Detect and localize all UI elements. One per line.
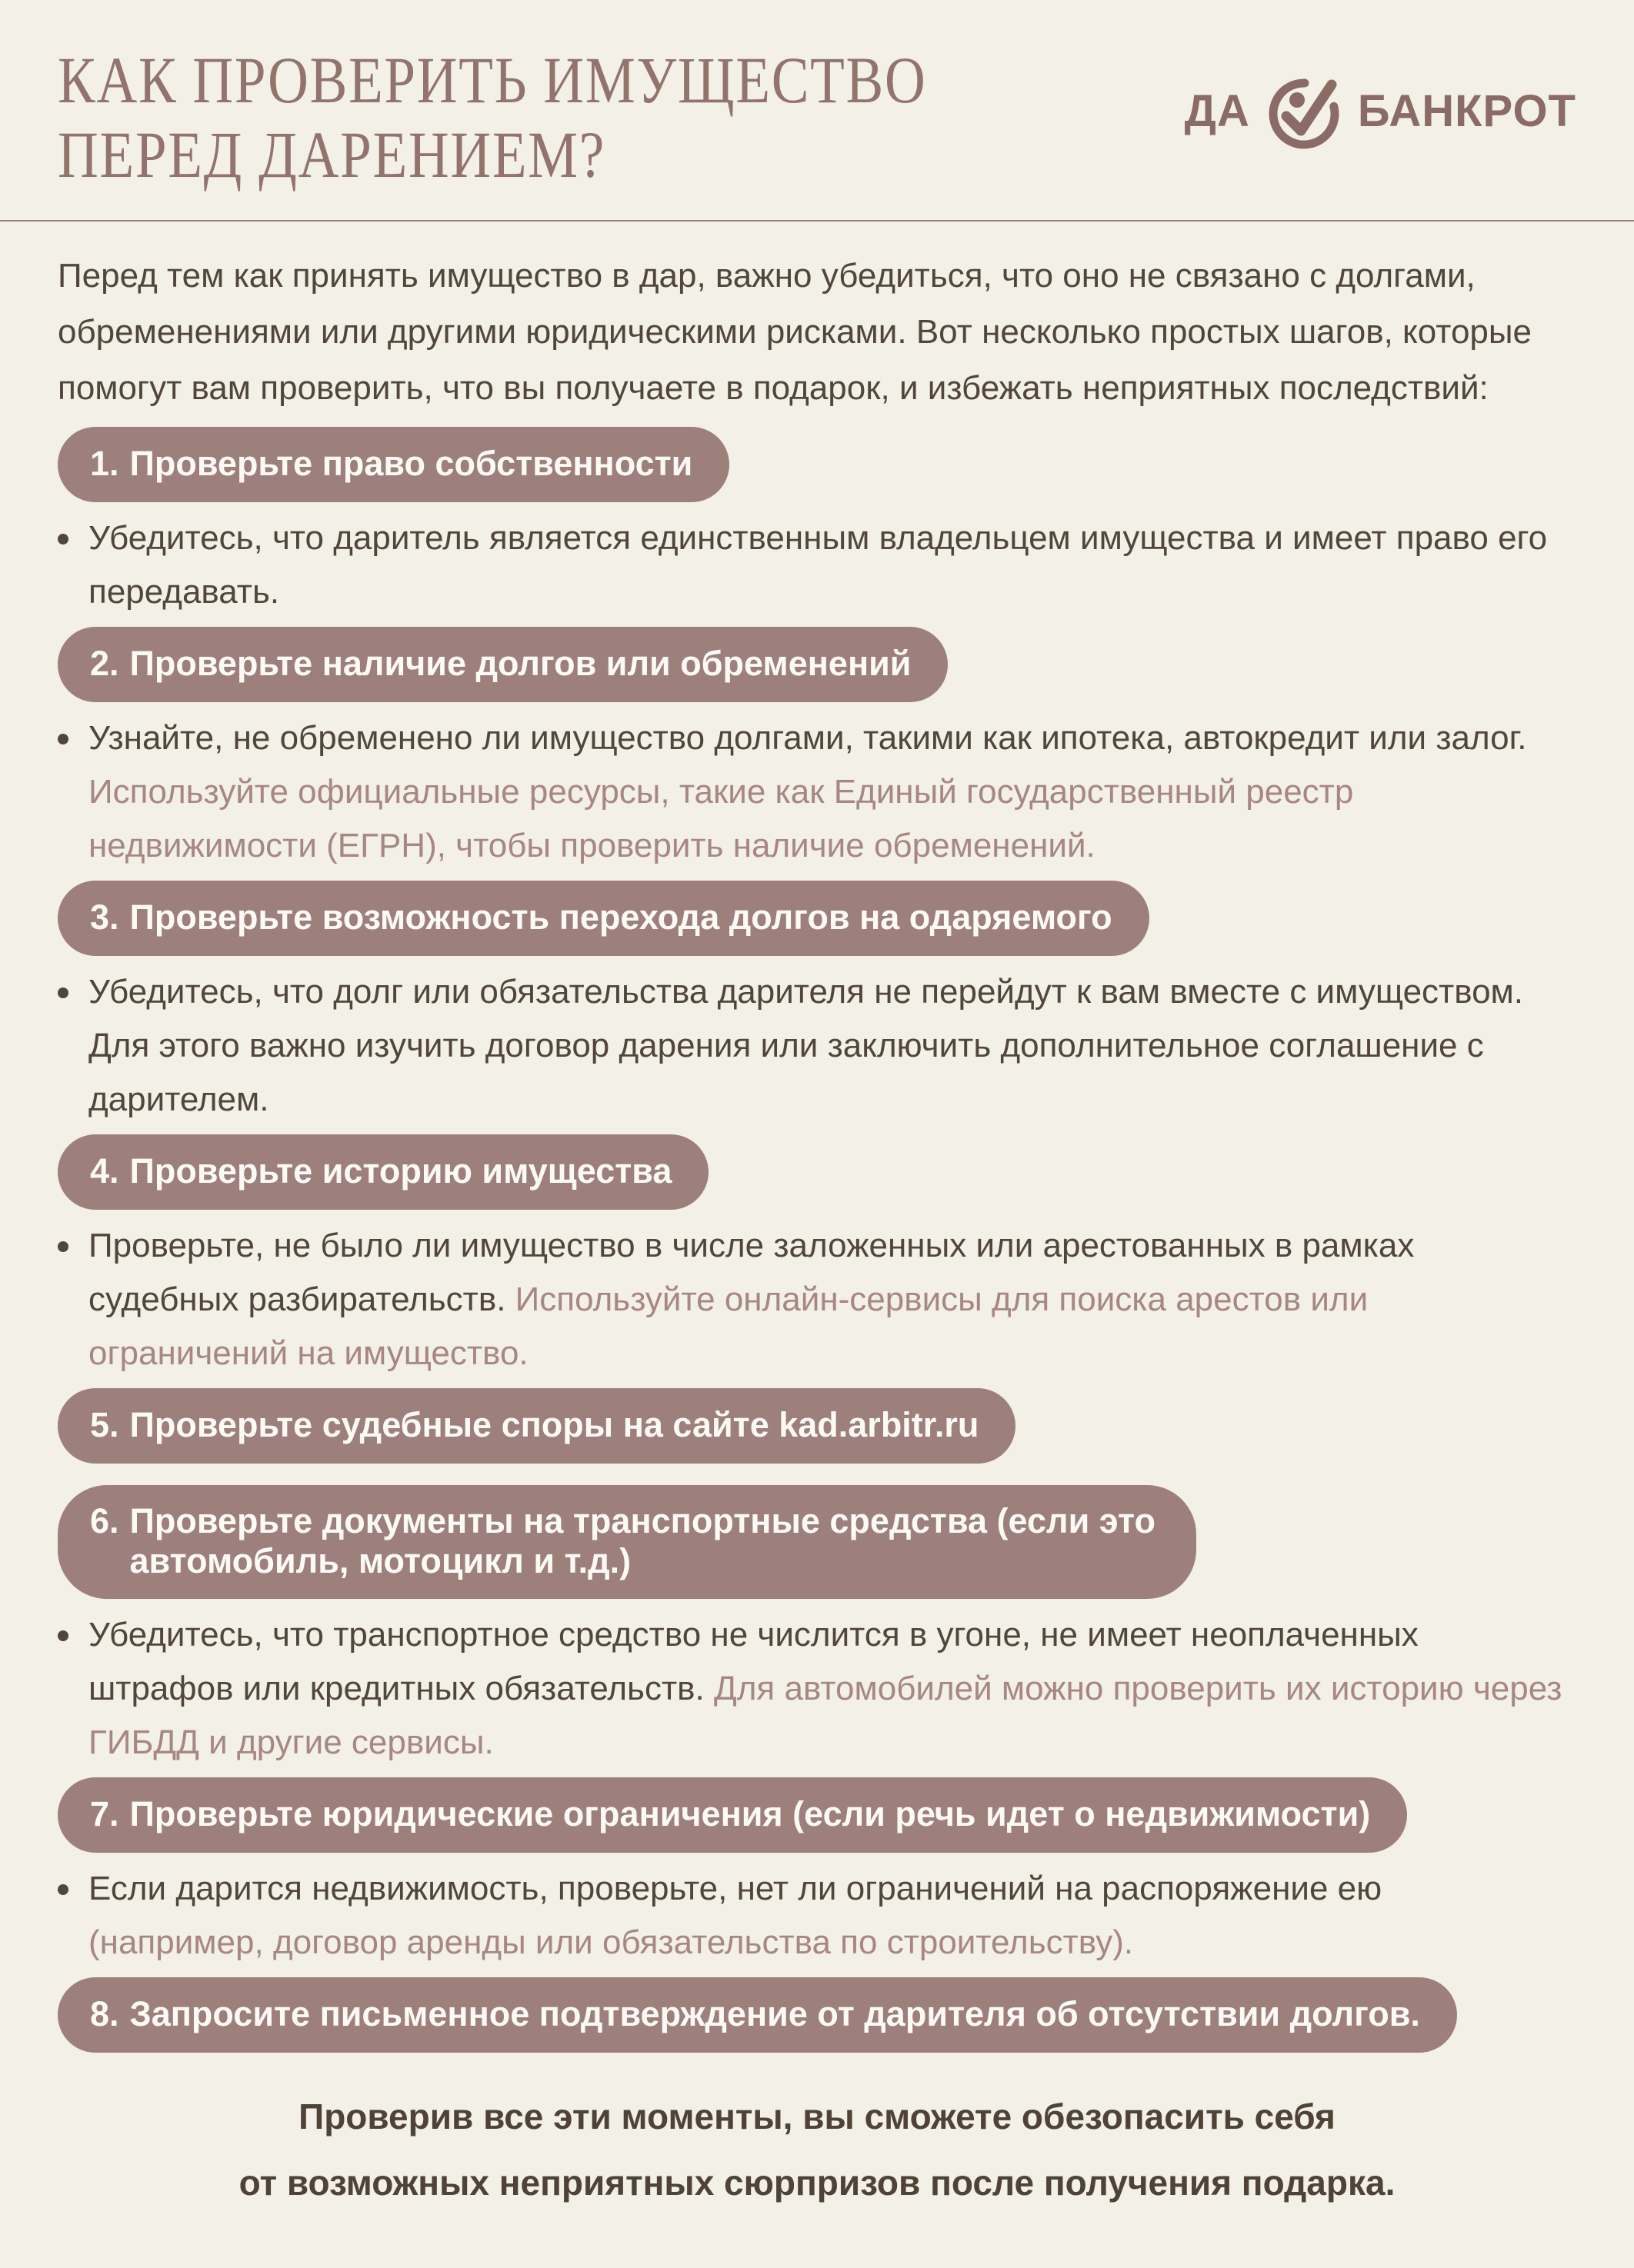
header — [58, 43, 1576, 192]
pill-number: 8. — [90, 1994, 119, 2033]
section-pill — [58, 1777, 1407, 1853]
logo-check-icon — [1266, 72, 1342, 149]
logo-word-bankrot: БАНКРОТ — [1357, 85, 1576, 136]
bullet-list — [58, 1219, 1576, 1380]
section-pill — [58, 1388, 1015, 1464]
bullet-item — [58, 1219, 1566, 1380]
bullet-list — [58, 511, 1576, 619]
bullet-text — [88, 965, 1566, 1127]
bullet-item — [58, 1608, 1566, 1770]
pill-number: 6. — [90, 1501, 119, 1540]
pill-title: Запросите письменное подтверждение от дарителя об отсутствии долгов. — [129, 1994, 1420, 2033]
bullet-text — [88, 511, 1566, 619]
bullet-segment-muted: Для автомобилей можно проверить их историю через ГИБДД и другие сервисы. — [88, 1670, 1562, 1761]
pill-number: 2. — [90, 644, 119, 683]
bullet-segment: Если дарится недвижимость, проверьте, нет ли ограничений на распоряжение ею — [88, 1870, 1382, 1907]
brand-logo — [1185, 72, 1576, 149]
pill-title: Проверьте наличие долгов или обременений — [129, 644, 912, 683]
bullet-text — [88, 1219, 1566, 1380]
logo-word-da: ДА — [1184, 85, 1250, 136]
header-divider — [0, 220, 1634, 221]
pill-number: 7. — [90, 1794, 119, 1833]
section-pill — [58, 1977, 1457, 2053]
bullet-item — [58, 511, 1566, 619]
pill-title: Проверьте право собственности — [129, 444, 693, 483]
footer-line1: Проверив все эти моменты, вы сможете обезопасить себя — [298, 2096, 1336, 2136]
checklist-section — [58, 1977, 1576, 2060]
sections — [58, 427, 1576, 2060]
bullet-dot-icon — [58, 987, 68, 998]
pill-title: Проверьте возможность перехода долгов на одаряемого — [129, 898, 1112, 937]
bullet-segment: Убедитесь, что долг или обязательства дарителя не перейдут к вам вместе с имуществом. Для этого важно изучить договор дарения или заключить дополнительное соглашение с дарителем. — [88, 973, 1524, 1118]
page-title — [58, 43, 1349, 192]
bullet-dot-icon — [58, 534, 68, 545]
section-pill — [58, 1134, 709, 1210]
bullet-segment-muted: Используйте официальные ресурсы, такие как Единый государственный реестр недвижимости (ЕГРН), чтобы проверить наличие обременений. — [88, 773, 1354, 864]
footer-line2: от возможных неприятных сюрпризов после получения подарка. — [238, 2163, 1396, 2203]
bullet-text — [88, 1862, 1566, 1970]
bullet-segment: Убедитесь, что даритель является единственным владельцем имущества и имеет право его передавать. — [88, 519, 1548, 611]
checklist-section — [58, 1388, 1576, 1471]
section-pill — [58, 627, 948, 702]
footer-note — [58, 2083, 1576, 2216]
bullet-list — [58, 1862, 1576, 1970]
intro-paragraph: Перед тем как принять имущество в дар, важно убедиться, что оно не связано с долгами, обременениями или другими юридическими рисками. Вот несколько простых шагов, которые помогут вам проверить, что вы получаете в подарок, и избежать неприятных последствий: — [58, 257, 1532, 407]
pill-number: 1. — [90, 444, 119, 483]
bullet-item — [58, 1862, 1566, 1970]
pill-number: 5. — [90, 1405, 119, 1444]
checklist-section — [58, 627, 1576, 873]
bullet-item — [58, 965, 1566, 1127]
bullet-list — [58, 1608, 1576, 1770]
bullet-segment: Узнайте, не обременено ли имущество долгами, такими как ипотека, автокредит или залог. — [88, 719, 1527, 757]
pill-title: Проверьте историю имущества — [129, 1151, 672, 1191]
bullet-dot-icon — [58, 1884, 68, 1895]
bullet-segment: Проверьте, не было ли имущество в числе заложенных или арестованных в рамках судебных разбирательств. — [88, 1227, 1415, 1318]
pill-title: Проверьте документы на транспортные средства (если это автомобиль, мотоцикл и т.д.) — [129, 1501, 1155, 1580]
pill-title: Проверьте юридические ограничения (если речь идет о недвижимости) — [129, 1794, 1371, 1833]
section-pill — [58, 1485, 1196, 1599]
bullet-dot-icon — [58, 1630, 68, 1641]
checklist-section — [58, 1134, 1576, 1380]
checklist-section — [58, 427, 1576, 619]
bullet-dot-icon — [58, 734, 68, 744]
checklist-section — [58, 1485, 1576, 1770]
bullet-dot-icon — [58, 1241, 68, 1252]
page-title-line1: КАК ПРОВЕРИТЬ ИМУЩЕСТВО — [58, 43, 927, 117]
page-title-line2: ПЕРЕД ДАРЕНИЕМ? — [58, 118, 606, 191]
bullet-item — [58, 711, 1566, 873]
bullet-list — [58, 965, 1576, 1127]
bullet-text — [88, 711, 1566, 873]
pill-number: 4. — [90, 1151, 119, 1191]
checklist-section — [58, 881, 1576, 1127]
bullet-segment-muted: Используйте онлайн-сервисы для поиска арестов или ограничений на имущество. — [88, 1281, 1369, 1372]
section-pill — [58, 427, 729, 502]
bullet-segment: Убедитесь, что транспортное средство не числится в угоне, не имеет неоплаченных штрафов или кредитных обязательств. — [88, 1616, 1419, 1707]
pill-number: 3. — [90, 898, 119, 937]
section-pill — [58, 881, 1149, 956]
bullet-segment-muted: (например, договор аренды или обязательства по строительству). — [88, 1923, 1134, 1961]
checklist-section — [58, 1777, 1576, 1970]
pill-title: Проверьте судебные споры на сайте kad.arbitr.ru — [129, 1405, 979, 1444]
bullet-text — [88, 1608, 1566, 1770]
bullet-list — [58, 711, 1576, 873]
